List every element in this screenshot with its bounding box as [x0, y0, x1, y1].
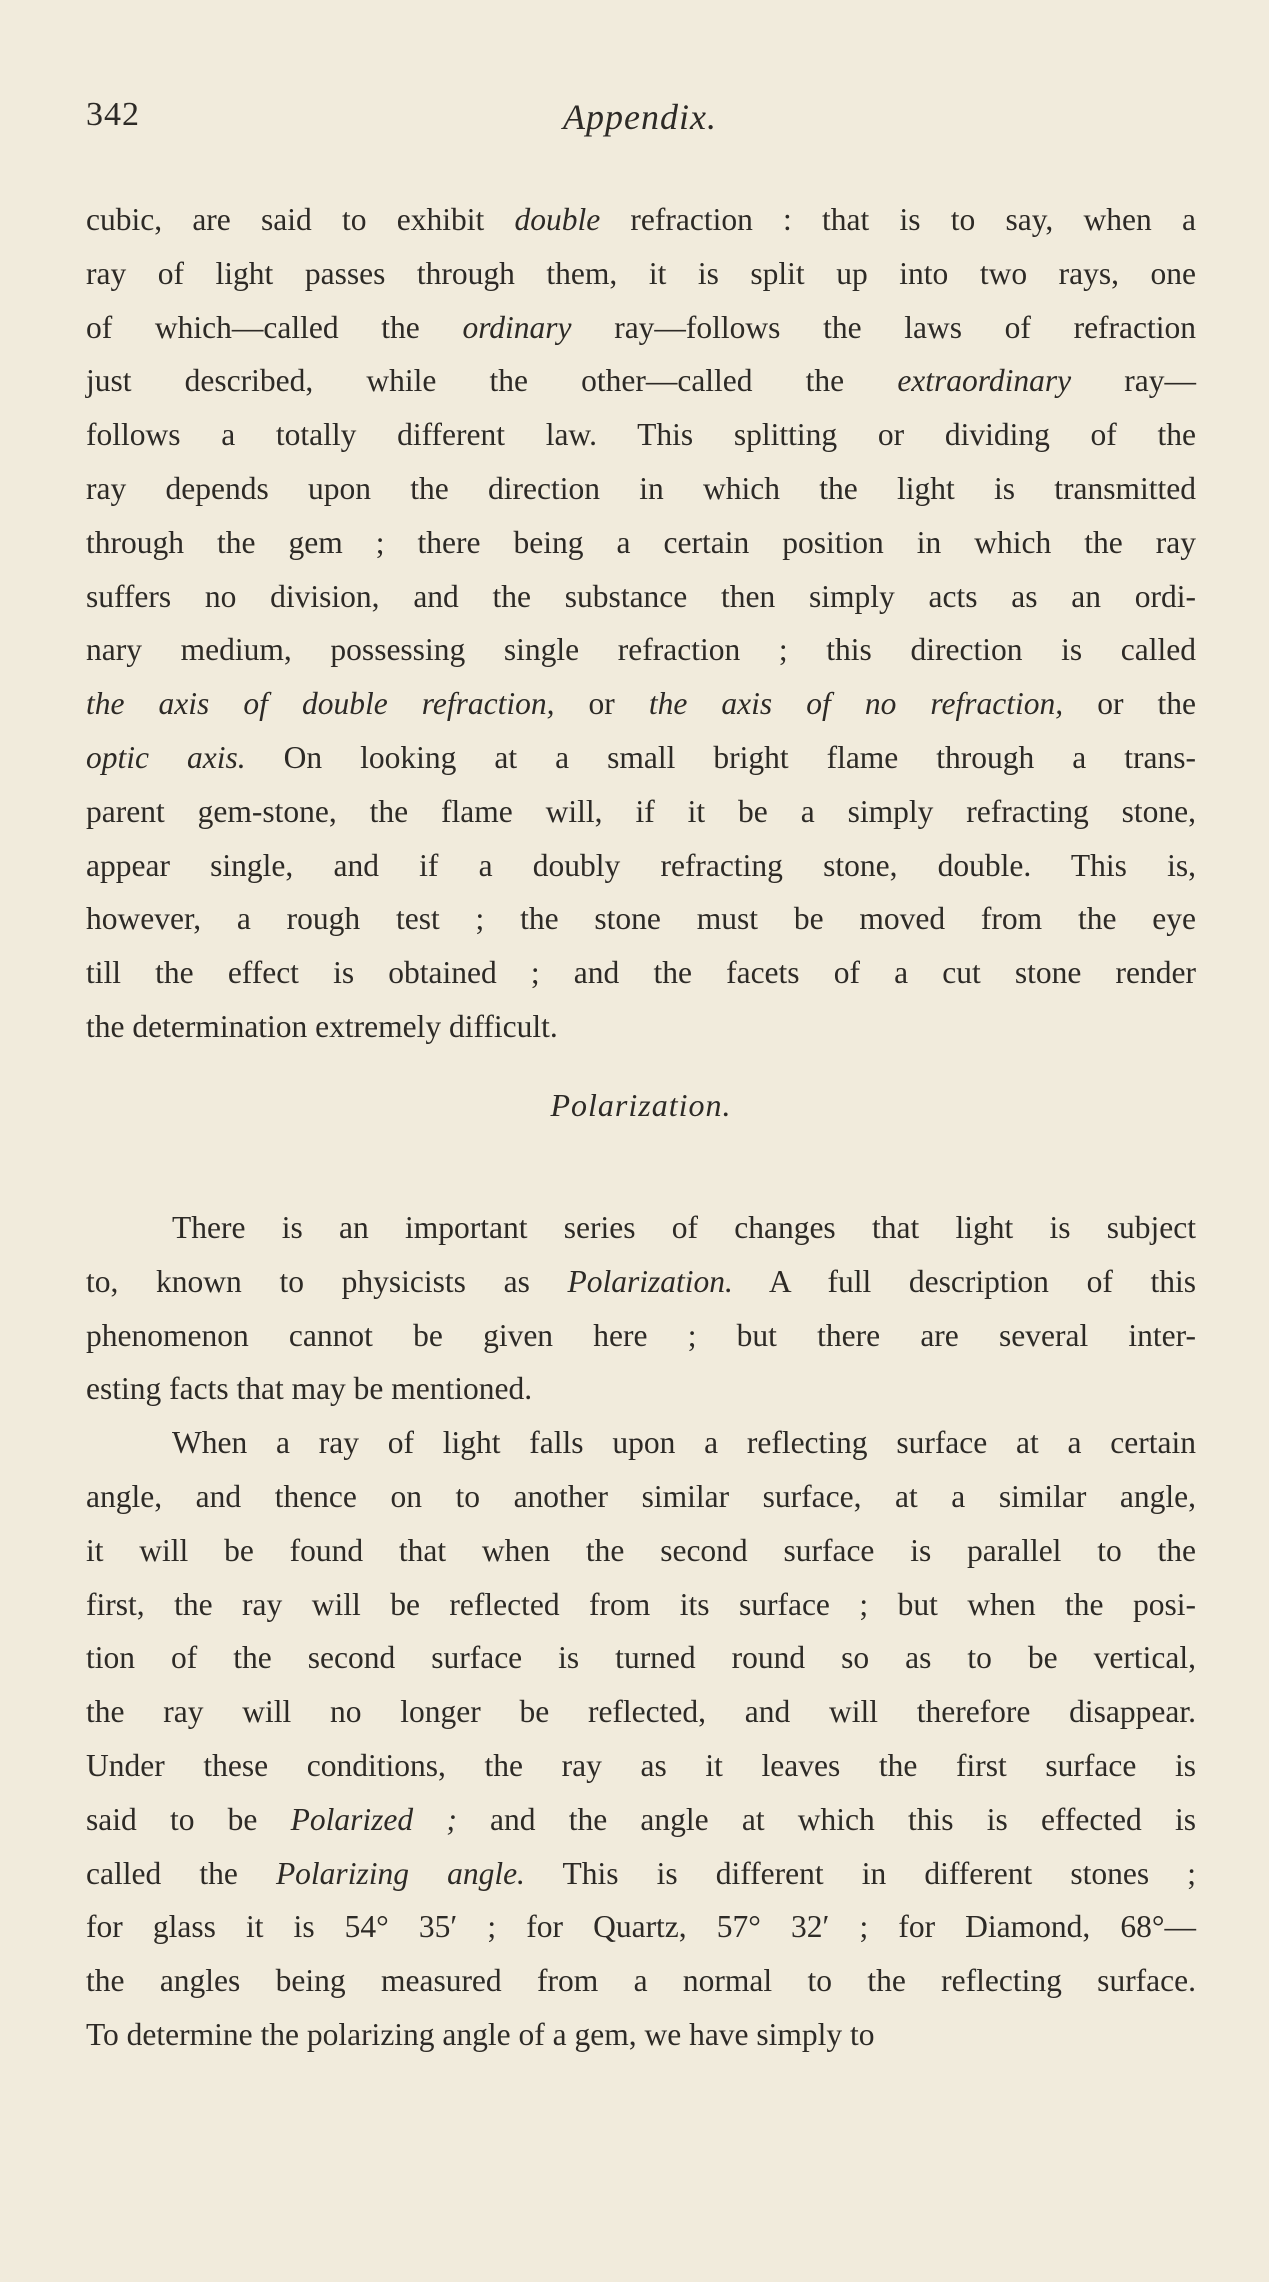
text-run: angle, and thence on to another similar surface, at a similar angle,	[86, 1478, 1196, 1514]
text-line	[86, 193, 1196, 247]
italic-term: Polarization.	[567, 1263, 733, 1299]
text-run: or	[554, 686, 649, 722]
text-run: said to be	[86, 1801, 291, 1837]
text-run: the angles being measured from a normal to the reflecting surface.	[86, 1963, 1196, 1999]
text-line	[86, 462, 1196, 516]
text-run: Under these conditions, the ray as it leaves the first surface is	[86, 1747, 1196, 1783]
text-run: through the gem ; there being a certain position in which the ray	[86, 524, 1196, 560]
text-line	[86, 354, 1196, 408]
text-run: cubic, are said to exhibit	[86, 202, 515, 237]
text-line	[86, 1631, 1196, 1685]
text-line	[86, 1793, 1196, 1847]
italic-term: double	[514, 202, 601, 237]
text-line	[86, 1000, 1196, 1054]
page-header	[86, 96, 1194, 148]
text-line	[86, 1847, 1196, 1901]
text-line	[86, 731, 1196, 785]
text-run: for glass it is 54° 35′ ; for Quartz, 57° 32′ ; for Diamond, 68°—	[86, 1909, 1196, 1945]
italic-term: the axis of double refraction,	[86, 686, 555, 722]
section-heading-polarization: Polarization.	[550, 1087, 732, 1123]
italic-term: extraordinary	[897, 363, 1072, 399]
text-run: of which—called the	[86, 309, 463, 345]
text-run: ray of light passes through them, it is split up into two rays, one	[86, 255, 1196, 291]
text-run: till the effect is obtained ; and the facets of a cut stone render	[86, 955, 1196, 991]
text-run: phenomenon cannot be given here ; but there are several inter-	[86, 1317, 1196, 1353]
paragraph-double-refraction	[86, 193, 1196, 1054]
text-line	[86, 1470, 1196, 1524]
text-line	[86, 785, 1196, 839]
italic-term: the axis of no refraction,	[648, 686, 1064, 722]
text-run: follows a totally different law. This splitting or dividing of the	[86, 417, 1196, 453]
text-line	[86, 1685, 1196, 1739]
text-run: A full description of this	[732, 1263, 1196, 1299]
text-line	[86, 1416, 1196, 1470]
text-line	[86, 1255, 1196, 1309]
text-line	[86, 2008, 1196, 2062]
paragraph-polarization-intro	[86, 1201, 1196, 1416]
text-run: it will be found that when the second surface is parallel to the	[86, 1532, 1196, 1568]
text-run: ray—	[1071, 363, 1196, 399]
text-run: When a ray of light falls upon a reflecting surface at a certain	[172, 1425, 1196, 1461]
text-line	[86, 1739, 1196, 1793]
paragraph-polarizing-angle	[86, 1416, 1196, 2062]
text-run: suffers no division, and the substance then simply acts as an ordi-	[86, 578, 1196, 614]
text-run: parent gem-stone, the flame will, if it be a simply refracting stone,	[86, 793, 1196, 829]
text-run: first, the ray will be reflected from its surface ; but when the posi-	[86, 1586, 1196, 1622]
polarization-text	[86, 1201, 1196, 2062]
text-line	[86, 623, 1196, 677]
text-line	[86, 1201, 1196, 1255]
text-run: tion of the second surface is turned round so as to be vertical,	[86, 1640, 1196, 1676]
text-line	[86, 1524, 1196, 1578]
text-line	[86, 839, 1196, 893]
text-run: or the	[1063, 686, 1196, 722]
text-line	[86, 408, 1196, 462]
text-run: esting facts that may be mentioned.	[86, 1371, 533, 1407]
text-run: refraction : that is to say, when a	[600, 202, 1196, 237]
text-line	[86, 301, 1196, 355]
text-run: the ray will no longer be reflected, and will therefore disappear.	[86, 1694, 1196, 1730]
text-run: On looking at a small bright flame through a trans-	[245, 739, 1196, 775]
italic-term: optic axis.	[86, 739, 246, 775]
running-head: Appendix.	[563, 97, 717, 137]
text-run: To determine the polarizing angle of a gem, we have simply to	[86, 2016, 875, 2052]
text-line	[86, 570, 1196, 624]
text-line	[86, 1900, 1196, 1954]
text-line	[86, 892, 1196, 946]
text-run: appear single, and if a doubly refracting stone, double. This is,	[86, 847, 1196, 883]
text-line	[86, 1309, 1196, 1363]
page-number: 342	[86, 96, 140, 133]
text-run: This is different in different stones ;	[524, 1855, 1196, 1891]
text-line	[86, 1954, 1196, 2008]
text-run: the determination extremely difficult.	[86, 1008, 558, 1044]
text-run: however, a rough test ; the stone must be moved from the eye	[86, 901, 1196, 937]
text-run: nary medium, possessing single refraction ; this direction is called	[86, 632, 1196, 668]
italic-term: Polarized ;	[290, 1801, 457, 1837]
text-run: just described, while the other—called the	[86, 363, 898, 399]
text-run: called the	[86, 1855, 276, 1891]
text-line	[86, 677, 1196, 731]
text-run: and the angle at which this is effected is	[456, 1801, 1197, 1837]
text-line	[86, 1578, 1196, 1632]
text-run: to, known to physicists as	[86, 1263, 568, 1299]
text-run: There is an important series of changes that light is subject	[172, 1210, 1196, 1245]
text-line	[86, 516, 1196, 570]
italic-term: ordinary	[462, 309, 572, 345]
italic-term: Polarizing angle.	[275, 1855, 525, 1891]
text-line	[86, 946, 1196, 1000]
text-run: ray depends upon the direction in which the light is transmitted	[86, 470, 1196, 506]
text-line	[86, 247, 1196, 301]
text-line	[86, 1362, 1196, 1416]
text-run: ray—follows the laws of refraction	[571, 309, 1196, 345]
